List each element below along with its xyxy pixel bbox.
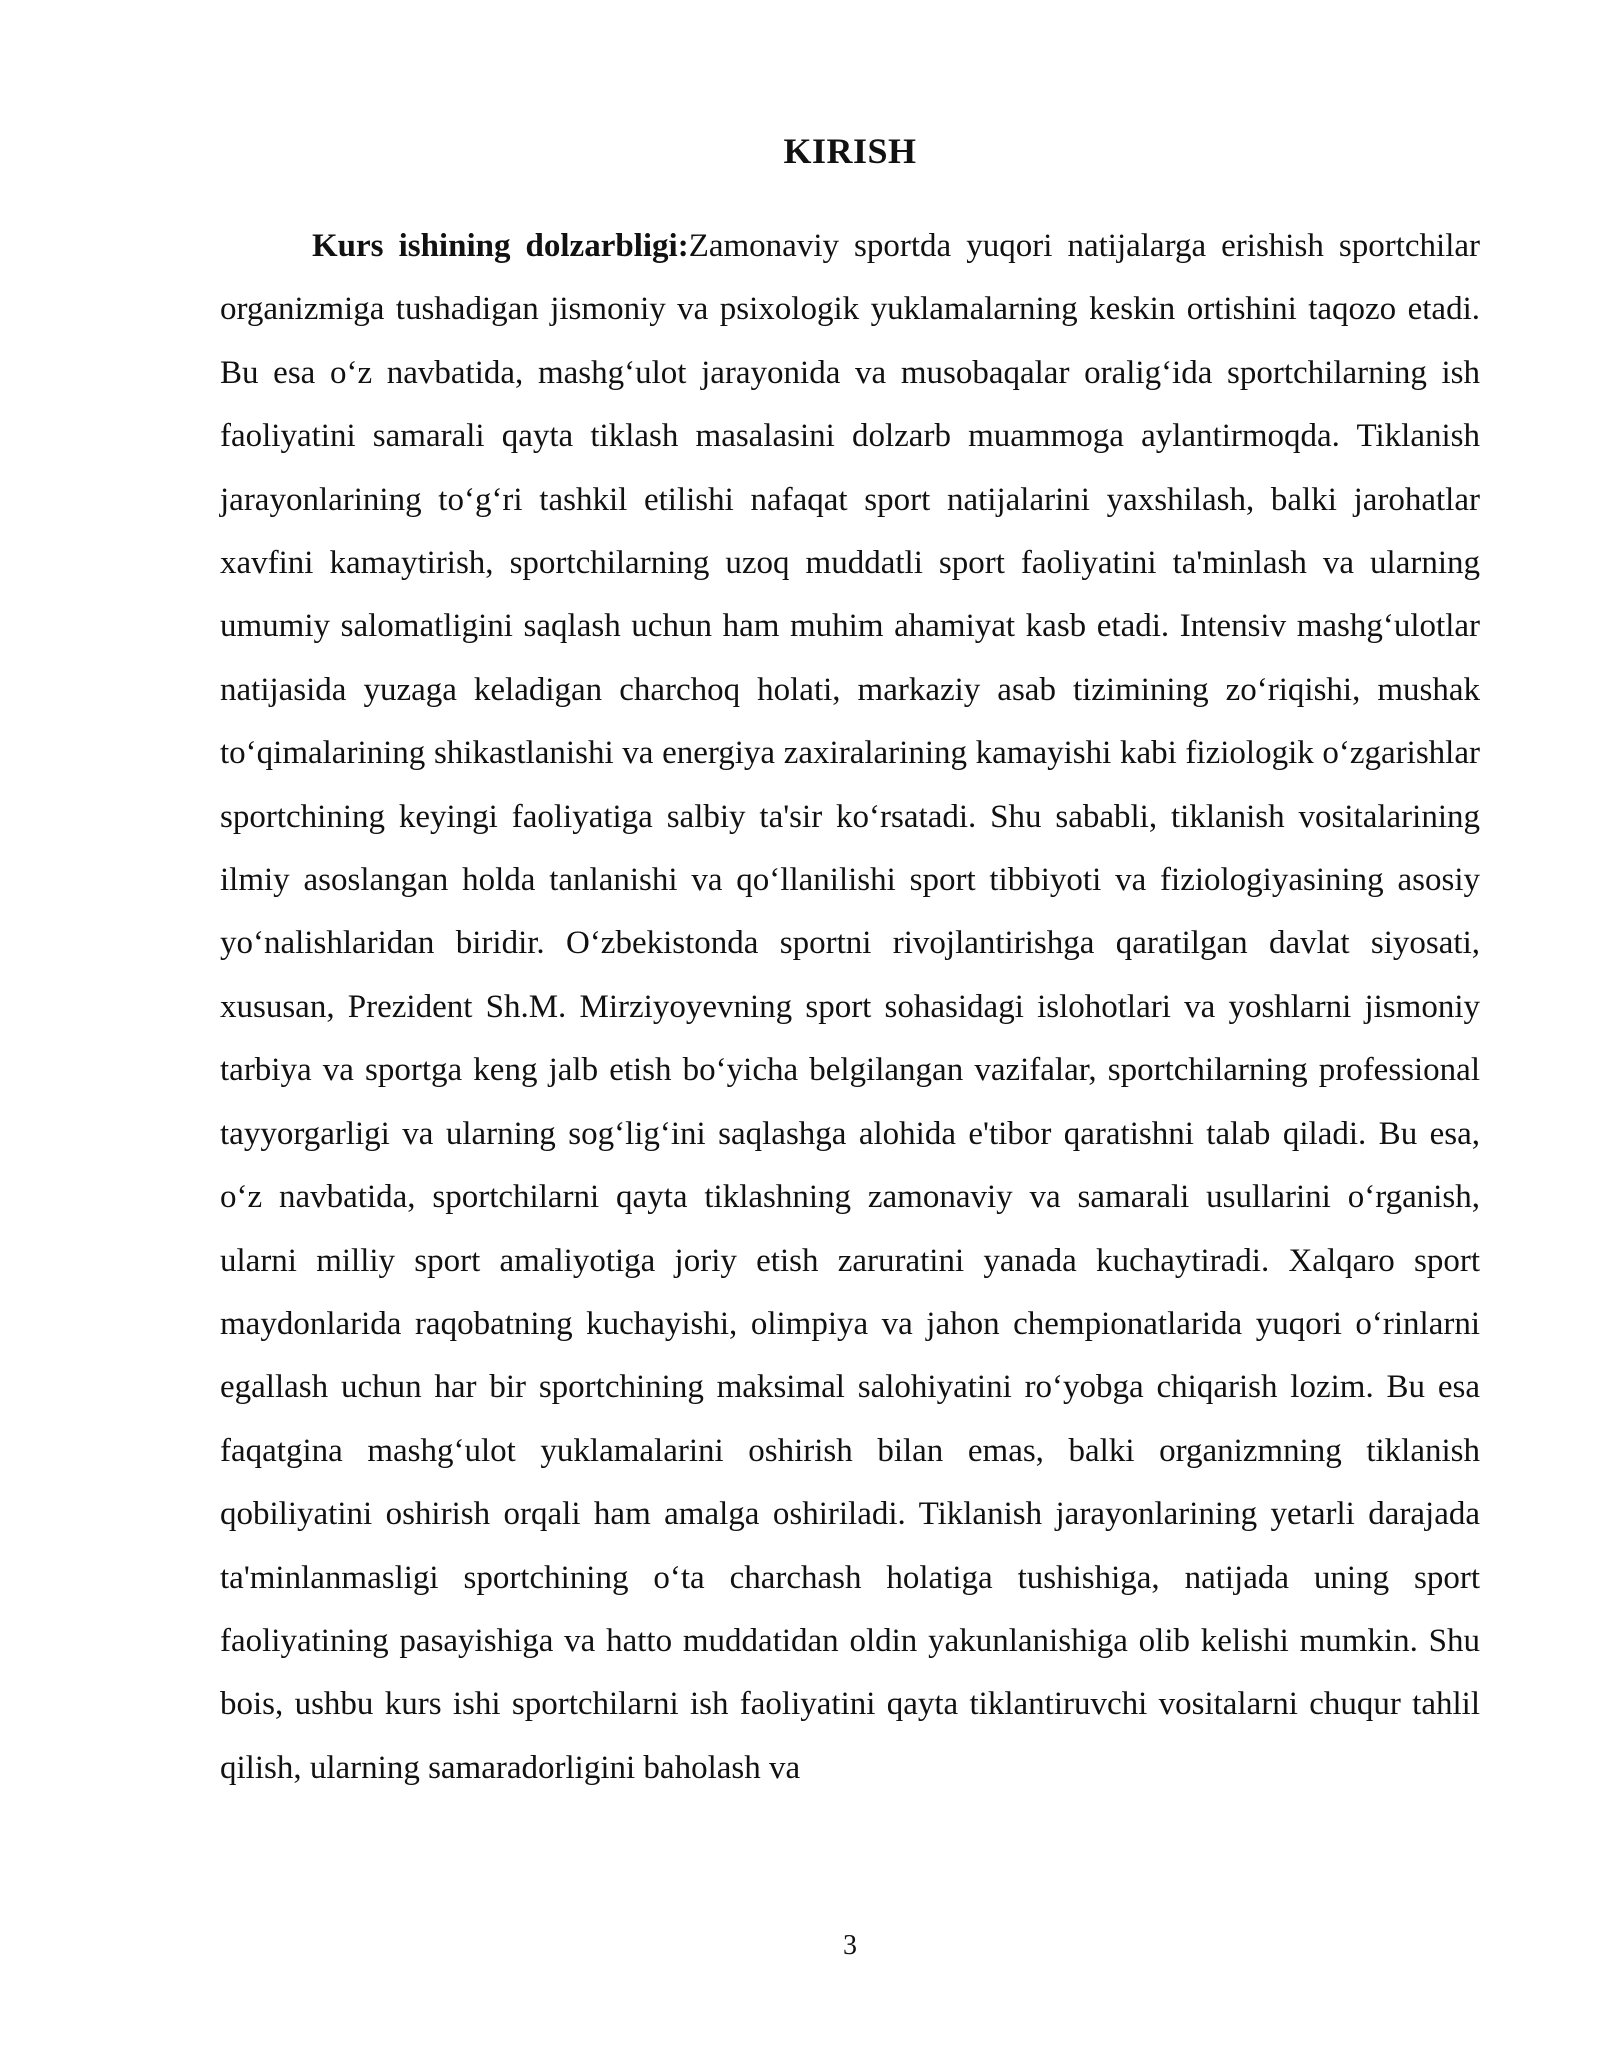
body-paragraph bbox=[220, 215, 1480, 1800]
section-heading: KIRISH bbox=[783, 131, 917, 171]
paragraph-text: Zamonaviy sportda yuqori natijalarga erishish sportchilar organizmiga tushadigan jismoniy va psixologik yuklamalarning keskin ortishini taqozo etadi. Bu esa o‘z navbatida, mashg‘ulot jarayonida va musobaqalar oralig‘ida sportchilarning ish faoliyatini samarali qayta tiklash masalasini dolzarb muammoga aylantirmoqda. Tiklanish jarayonlarining to‘g‘ri tashkil etilishi nafaqat sport natijalarini yaxshilash, balki jarohatlar xavfini kamaytirish, sportchilarning uzoq muddatli sport faoliyatini ta'minlash va ularning umumiy salomatligini saqlash uchun ham muhim ahamiyat kasb etadi. Intensiv mashg‘ulotlar natijasida yuzaga keladigan charchoq holati, markaziy asab tizimining zo‘riqishi, mushak to‘qimalarining shikastlanishi va energiya zaxiralarining kamayishi kabi fiziologik o‘zgarishlar sportchining keyingi faoliyatiga salbiy ta'sir ko‘rsatadi. Shu sababli, tiklanish vositalarining ilmiy asoslangan holda tanlanishi va qo‘llanilishi sport tibbiyoti va fiziologiyasining asosiy yo‘nalishlaridan biridir. O‘zbekistonda sportni rivojlantirishga qaratilgan davlat siyosati, xususan, Prezident Sh.M. Mirziyoyevning sport sohasidagi islohotlari va yoshlarni jismoniy tarbiya va sportga keng jalb etish bo‘yicha belgilangan vazifalar, sportchilarning professional tayyorgarligi va ularning sog‘lig‘ini saqlashga alohida e'tibor qaratishni talab qiladi. Bu esa, o‘z navbatida, sportchilarni qayta tiklashning zamonaviy va samarali usullarini o‘rganish, ularni milliy sport amaliyotiga joriy etish zaruratini yanada kuchaytiradi. Xalqaro sport maydonlarida raqobatning kuchayishi, olimpiya va jahon chempionatlarida yuqori o‘rinlarni egallash uchun har bir sportchining maksimal salohiyatini ro‘yobga chiqarish lozim. Bu esa faqatgina mashg‘ulot yuklamalarini oshirish bilan emas, balki organizmning tiklanish qobiliyatini oshirish orqali ham amalga oshiriladi. Tiklanish jarayonlarining yetarli darajada ta'minlanmasligi sportchining o‘ta charchash holatiga tushishiga, natijada uning sport faoliyatining pasayishiga va hatto muddatidan oldin yakunlanishiga olib kelishi mumkin. Shu bois, ushbu kurs ishi sportchilarni ish faoliyatini qayta tiklantiruvchi vositalarni chuqur tahlil qilish, ularning samaradorligini baholash va bbox=[220, 228, 1480, 1786]
page-number: 3 bbox=[843, 1930, 857, 1961]
paragraph-lead: Kurs ishining dolzarbligi: bbox=[312, 228, 689, 264]
